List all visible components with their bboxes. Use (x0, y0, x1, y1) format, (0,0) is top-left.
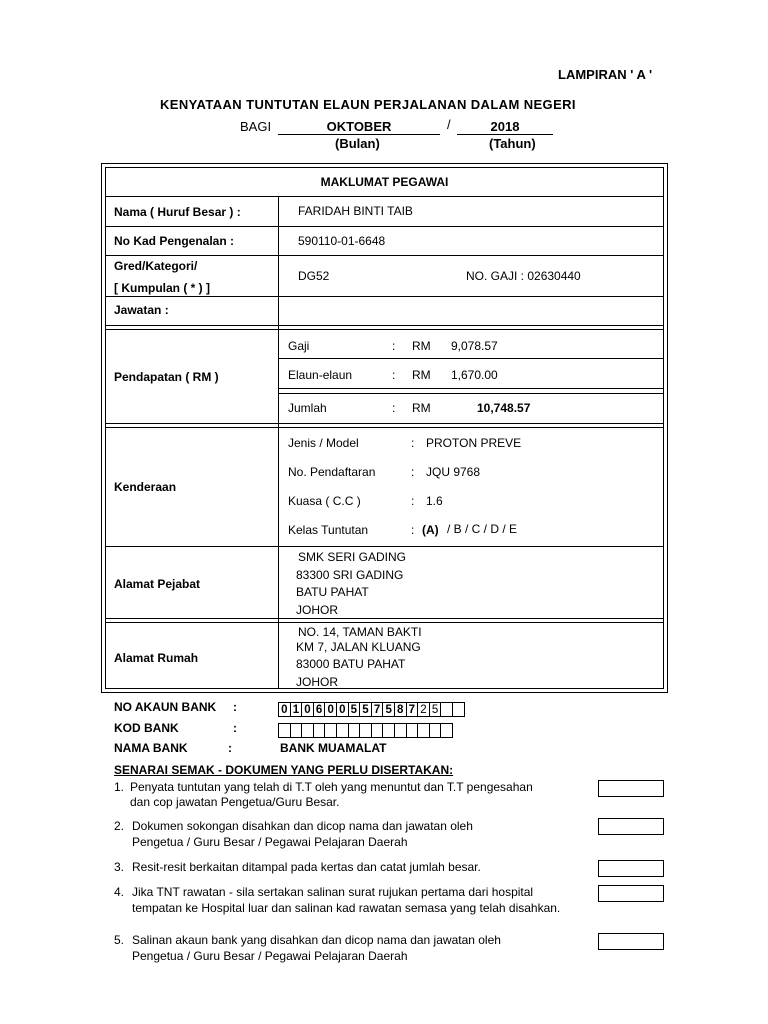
elaun-name: Elaun-elaun (288, 368, 353, 382)
checklist-item-2-line1: Dokumen sokongan disahkan dan dicop nama dan jawatan oleh (132, 819, 473, 833)
checklist-item-4-num: 4. (114, 885, 125, 899)
pejabat-line-3: BATU PAHAT (296, 585, 369, 599)
kod-bank-label: KOD BANK (114, 721, 179, 735)
date-separator: / (447, 117, 451, 132)
account-digit: 7 (371, 702, 384, 717)
account-digit: 6 (313, 702, 326, 717)
document-title: KENYATAAN TUNTUTAN ELAUN PERJALANAN DALAM NEGERI (160, 97, 576, 112)
pendapatan-label: Pendapatan ( RM ) (114, 370, 219, 384)
elaun-colon: : (392, 368, 396, 382)
account-digit: 5 (382, 702, 395, 717)
gaji-name: Gaji (288, 339, 310, 353)
akaun-label: NO AKAUN BANK (114, 700, 217, 714)
akaun-colon: : (233, 700, 237, 714)
jumlah-colon: : (392, 401, 396, 415)
checklist-item-5-line2: Pengetua / Guru Besar / Pegawai Pelajaran Daerah (132, 949, 408, 963)
year-caption: (Tahun) (489, 136, 536, 151)
kelas-name: Kelas Tuntutan (288, 523, 369, 537)
kelas-options: / B / C / D / E (447, 522, 518, 536)
nama-value: FARIDAH BINTI TAIB (298, 204, 413, 218)
divider (105, 325, 664, 326)
year-value: 2018 (490, 119, 520, 134)
checklist-box-3[interactable] (598, 860, 664, 877)
divider (105, 226, 664, 227)
jawatan-label: Jawatan : (114, 303, 169, 317)
account-digit: 5 (348, 702, 361, 717)
account-digit: 2 (417, 702, 430, 717)
rumah-line-2: KM 7, JALAN KLUANG (296, 640, 421, 654)
column-divider (278, 196, 279, 689)
checklist-item-3-line1: Resit-resit berkaitan ditampal pada kertas dan catat jumlah besar. (132, 860, 481, 874)
checklist-box-2[interactable] (598, 818, 664, 835)
checklist-box-4[interactable] (598, 885, 664, 902)
divider (278, 393, 664, 394)
divider (105, 622, 664, 623)
nama-bank-colon: : (228, 741, 232, 755)
checklist-item-1-line1: Penyata tuntutan yang telah di T.T oleh yang menuntut dan T.T pengesahan (130, 780, 533, 794)
gred-label-line1: Gred/Kategori/ (114, 259, 198, 273)
checklist-item-1-line2: dan cop jawatan Pengetua/Guru Besar. (130, 795, 340, 809)
jenis-name: Jenis / Model (288, 436, 359, 450)
month-caption: (Bulan) (335, 136, 380, 151)
gaji-colon: : (392, 339, 396, 353)
pendaftaran-value: JQU 9768 (426, 465, 481, 479)
jenis-colon: : (411, 436, 415, 450)
checklist-box-5[interactable] (598, 933, 664, 950)
ic-value: 590110-01-6648 (298, 234, 386, 248)
alamat-rumah-label: Alamat Rumah (114, 651, 199, 665)
rumah-line-4: JOHOR (296, 675, 338, 689)
checklist-item-4-line1: Jika TNT rawatan - sila sertakan salinan surat rujukan pertama dari hospital (132, 885, 534, 899)
kuasa-colon: : (411, 494, 415, 508)
account-digit: 0 (278, 702, 291, 717)
kenderaan-label: Kenderaan (114, 480, 177, 494)
nama-bank-value: BANK MUAMALAT (280, 741, 387, 755)
divider (278, 388, 664, 389)
divider (105, 546, 664, 547)
account-digits (279, 702, 465, 717)
jenis-value: PROTON PREVE (426, 436, 522, 450)
divider (105, 618, 664, 619)
alamat-pejabat-label: Alamat Pejabat (114, 577, 201, 591)
divider (105, 296, 664, 297)
account-digit (452, 702, 465, 717)
account-digit: 1 (290, 702, 303, 717)
checklist-title: SENARAI SEMAK - DOKUMEN YANG PERLU DISERTAKAN: (114, 763, 454, 777)
salary-number: NO. GAJI : 02630440 (466, 269, 581, 283)
section-title: MAKLUMAT PEGAWAI (320, 175, 449, 189)
account-digit: 5 (429, 702, 442, 717)
gaji-currency: RM (412, 339, 431, 353)
nama-label: Nama ( Huruf Besar ) : (114, 205, 241, 219)
pendaftaran-colon: : (411, 465, 415, 479)
gaji-amount: 9,078.57 (451, 339, 498, 353)
checklist-item-3-num: 3. (114, 860, 125, 874)
account-digit: 7 (406, 702, 419, 717)
divider (105, 427, 664, 428)
bank-code-boxes (279, 723, 453, 738)
kelas-selected: (A) (422, 523, 439, 537)
year-underline (457, 134, 553, 135)
bagi-label: BAGI (240, 119, 272, 134)
account-digit: 0 (301, 702, 314, 717)
divider (105, 255, 664, 256)
ic-label: No Kad Pengenalan : (114, 234, 235, 248)
divider (105, 423, 664, 424)
kuasa-value: 1.6 (426, 494, 443, 508)
checklist-box-1[interactable] (598, 780, 664, 797)
jumlah-currency: RM (412, 401, 431, 415)
lampiran-label: LAMPIRAN ' A ' (558, 67, 653, 82)
elaun-amount: 1,670.00 (451, 368, 498, 382)
rumah-line-3: 83000 BATU PAHAT (296, 657, 406, 671)
divider (105, 196, 664, 197)
nama-bank-label: NAMA BANK (114, 741, 188, 755)
pendaftaran-name: No. Pendaftaran (288, 465, 376, 479)
checklist-item-2-num: 2. (114, 819, 125, 833)
divider (278, 358, 664, 359)
pejabat-line-1: SMK SERI GADING (298, 550, 407, 564)
account-digit: 5 (359, 702, 372, 717)
checklist-item-5-num: 5. (114, 933, 125, 947)
jumlah-amount: 10,748.57 (477, 401, 531, 415)
checklist-item-5-line1: Salinan akaun bank yang disahkan dan dicop nama dan jawatan oleh (132, 933, 501, 947)
account-digit: 0 (336, 702, 349, 717)
gred-value: DG52 (298, 269, 330, 283)
elaun-currency: RM (412, 368, 431, 382)
pejabat-line-4: JOHOR (296, 603, 338, 617)
checklist-item-2-line2: Pengetua / Guru Besar / Pegawai Pelajaran Daerah (132, 835, 408, 849)
divider (105, 329, 664, 330)
pejabat-line-2: 83300 SRI GADING (296, 568, 404, 582)
account-digit: 0 (324, 702, 337, 717)
gred-label-line2: [ Kumpulan ( * ) ] (114, 281, 210, 295)
account-digit: 8 (394, 702, 407, 717)
checklist-item-4-line2: tempatan ke Hospital luar dan salinan kad rawatan semasa yang telah disahkan. (132, 901, 561, 915)
rumah-line-1: NO. 14, TAMAN BAKTI (298, 625, 422, 639)
kod-bank-colon: : (233, 721, 237, 735)
month-value: OKTOBER (326, 119, 392, 134)
jumlah-name: Jumlah (288, 401, 327, 415)
kuasa-name: Kuasa ( C.C ) (288, 494, 361, 508)
month-underline (278, 134, 440, 135)
kelas-colon: : (411, 523, 415, 537)
checklist-item-1-num: 1. (114, 780, 125, 794)
